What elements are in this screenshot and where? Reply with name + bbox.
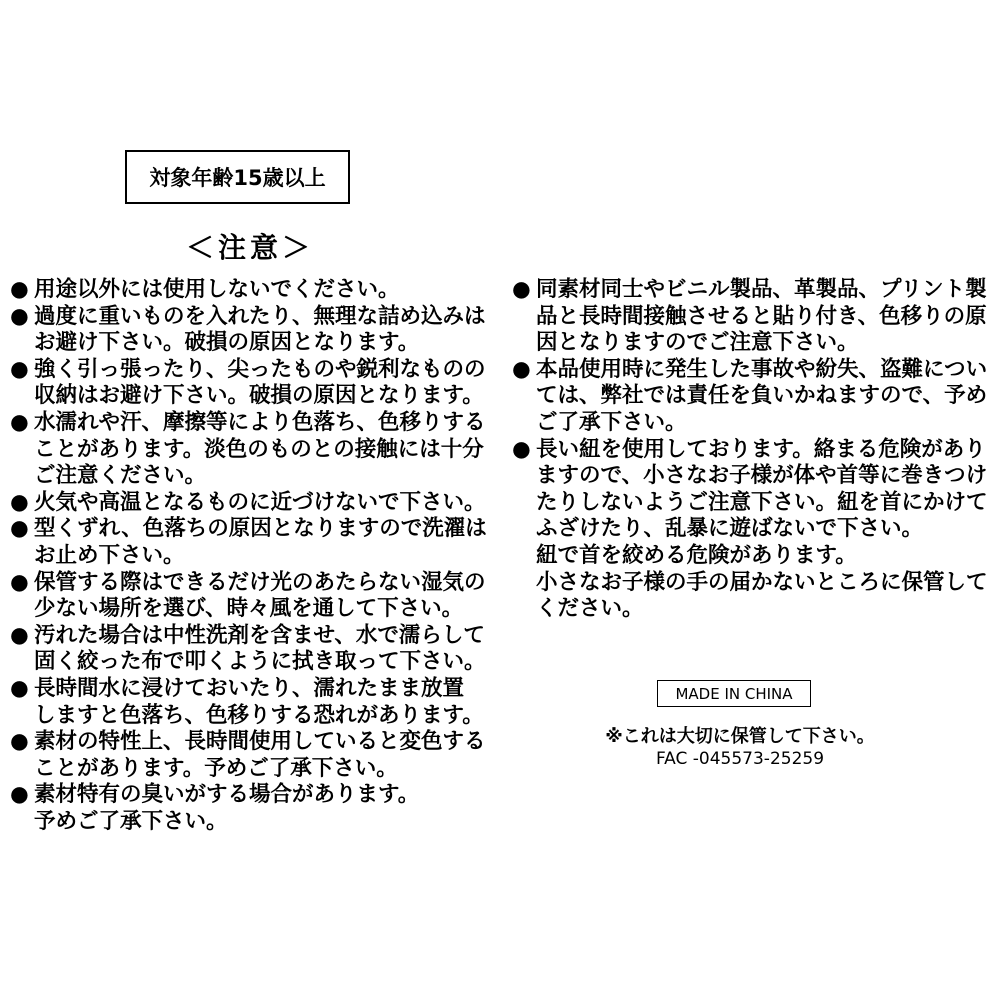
- bullet-icon: ●: [10, 277, 29, 302]
- caution-text: ご了承下さい。: [536, 409, 687, 435]
- caution-text: ことがあります。予めご了承下さい。: [34, 755, 398, 781]
- caution-title: ＜注意＞: [185, 231, 314, 264]
- caution-line: [512, 463, 988, 490]
- caution-text: 用途以外には使用しないでください。: [34, 277, 400, 302]
- bullet-icon: ●: [10, 729, 29, 755]
- caution-text: 同素材同士やビニル製品、革製品、プリント製: [536, 277, 987, 302]
- bullet-icon: ●: [10, 409, 29, 435]
- caution-line: [10, 676, 487, 703]
- caution-text: ては、弊社では責任を負いかねますので、予め: [536, 383, 988, 409]
- caution-line: [10, 809, 487, 836]
- keep-note: ※これは大切に保管して下さい。: [605, 726, 875, 747]
- caution-item: [512, 277, 988, 357]
- caution-text: 少ない場所を選び、時々風を通して下さい。: [34, 596, 464, 622]
- caution-item: [10, 729, 487, 782]
- caution-text: 汚れた場合は中性洗剤を含ませ、水で濡らして: [34, 622, 485, 648]
- caution-line: [10, 330, 487, 357]
- bullet-icon: ●: [10, 569, 29, 595]
- caution-text: 小さなお子様の手の届かないところに保管して: [536, 569, 988, 595]
- caution-line: [10, 383, 487, 410]
- caution-text: ご注意ください。: [34, 463, 207, 489]
- caution-item: [10, 410, 487, 490]
- caution-text: しますと色落ち、色移りする恐れがあります。: [34, 702, 484, 728]
- caution-line: [10, 516, 487, 543]
- caution-text: ふざけたり、乱暴に遊ばないで下さい。: [536, 516, 924, 542]
- caution-text: ください。: [536, 596, 644, 622]
- bullet-icon: ●: [10, 356, 29, 382]
- caution-list-right: [512, 277, 988, 623]
- caution-item: [10, 277, 487, 304]
- caution-line: [512, 543, 988, 570]
- made-in-box: [657, 680, 811, 707]
- bullet-icon: ●: [10, 782, 29, 808]
- caution-text: 保管する際はできるだけ光のあたらない湿気の: [34, 569, 486, 595]
- caution-text: 因となりますのでご注意下さい。: [536, 330, 859, 356]
- caution-line: [10, 703, 487, 730]
- caution-text: 火気や高温となるものに近づけないで下さい。: [34, 489, 486, 515]
- caution-text: 素材の特性上、長時間使用していると変色する: [34, 729, 486, 755]
- made-in-label: MADE IN CHINA: [675, 684, 793, 703]
- caution-line: [512, 490, 988, 517]
- caution-line: [10, 596, 487, 623]
- caution-text: ますので、小さなお子様が体や首等に巻きつけ: [536, 463, 988, 489]
- caution-line: [10, 623, 487, 650]
- caution-text: 収納はお避け下さい。破損の原因となります。: [34, 383, 484, 409]
- caution-text: 水濡れや汗、摩擦等により色落ち、色移りする: [34, 409, 486, 435]
- caution-text: 過度に重いものを入れたり、無理な詰め込みは: [34, 303, 486, 329]
- caution-item: [10, 516, 487, 569]
- caution-line: [512, 304, 988, 331]
- caution-line: [10, 729, 487, 756]
- caution-text: 品と長時間接触させると貼り付き、色移りの原: [536, 303, 987, 329]
- caution-text: 紐で首を絞める危険があります。: [536, 542, 857, 568]
- bullet-icon: ●: [512, 436, 531, 462]
- caution-line: [10, 756, 487, 783]
- caution-line: [512, 516, 988, 543]
- caution-line: [10, 277, 487, 304]
- caution-line: [10, 463, 487, 490]
- bullet-icon: ●: [10, 622, 29, 648]
- caution-line: [512, 596, 988, 623]
- caution-line: [10, 437, 487, 464]
- caution-text: 長時間水に浸けておいたり、濡れたまま放置: [34, 675, 465, 701]
- bullet-icon: ●: [512, 356, 531, 382]
- caution-item: [10, 570, 487, 623]
- caution-item: [512, 357, 988, 437]
- bullet-icon: ●: [10, 489, 29, 515]
- caution-text: たりしないようご注意下さい。紐を首にかけて: [536, 489, 988, 515]
- age-label: 対象年齢15歳以上: [149, 166, 326, 190]
- caution-line: [10, 543, 487, 570]
- caution-item: [10, 357, 487, 410]
- caution-list-left: [10, 277, 487, 835]
- caution-item: [10, 490, 487, 517]
- bullet-icon: ●: [10, 516, 29, 542]
- caution-line: [10, 357, 487, 384]
- caution-line: [512, 277, 988, 304]
- caution-item: [512, 437, 988, 623]
- bullet-icon: ●: [10, 303, 29, 329]
- caution-line: [512, 437, 988, 464]
- caution-line: [512, 410, 988, 437]
- caution-line: [10, 490, 487, 517]
- caution-text: 強く引っ張ったり、尖ったものや鋭利なものの: [34, 356, 486, 382]
- caution-line: [10, 304, 487, 331]
- caution-line: [10, 782, 487, 809]
- caution-line: [10, 570, 487, 597]
- caution-text: 型くずれ、色落ちの原因となりますので洗濯は: [34, 516, 487, 542]
- caution-item: [10, 782, 487, 835]
- caution-item: [10, 304, 487, 357]
- caution-line: [10, 410, 487, 437]
- caution-item: [10, 676, 487, 729]
- caution-line: [512, 383, 988, 410]
- caution-line: [512, 570, 988, 597]
- fac-code: FAC -045573-25259: [655, 749, 825, 769]
- caution-text: 素材特有の臭いがする場合があります。: [34, 782, 420, 808]
- caution-text: お止め下さい。: [34, 542, 185, 568]
- caution-text: お避け下さい。破損の原因となります。: [34, 330, 420, 356]
- caution-text: 予めご了承下さい。: [34, 808, 228, 834]
- age-label-box: [125, 150, 350, 204]
- caution-text: 本品使用時に発生した事故や紛失、盗難につい: [536, 356, 988, 382]
- bullet-icon: ●: [512, 277, 531, 302]
- caution-text: ことがあります。淡色のものとの接触には十分: [34, 436, 484, 462]
- caution-line: [512, 330, 988, 357]
- caution-line: [10, 649, 487, 676]
- caution-line: [512, 357, 988, 384]
- caution-item: [10, 623, 487, 676]
- caution-text: 長い紐を使用しております。絡まる危険があり: [536, 436, 986, 462]
- bullet-icon: ●: [10, 675, 29, 701]
- caution-text: 固く絞った布で叩くように拭き取って下さい。: [34, 649, 486, 675]
